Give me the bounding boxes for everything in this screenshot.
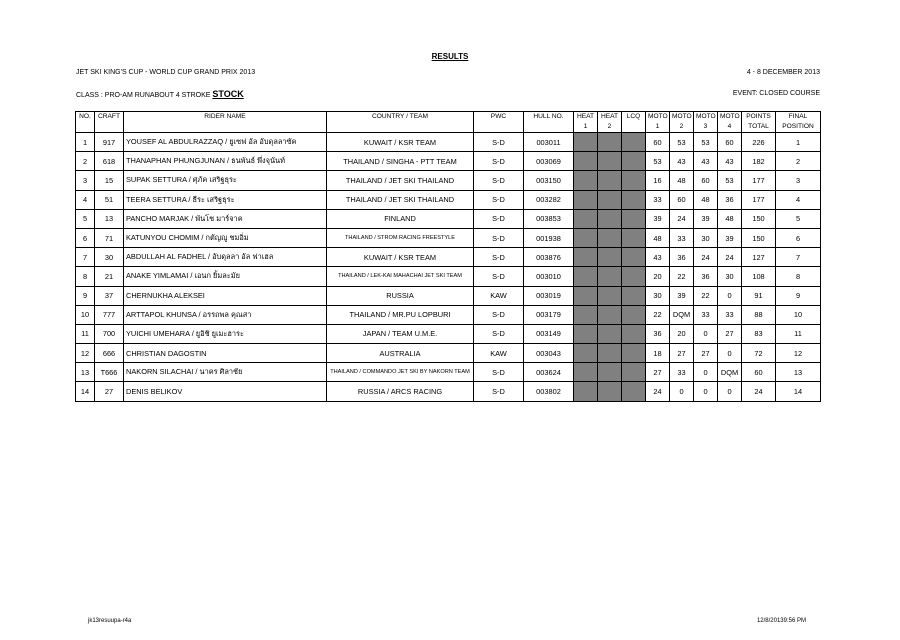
row-moto-1: 20: [646, 267, 670, 286]
row-moto-1: 22: [646, 305, 670, 324]
row-total: 226: [742, 133, 776, 152]
row-lcq: [622, 344, 646, 363]
row-heat-2: [598, 248, 622, 267]
class-prefix: CLASS : PRO-AM RUNABOUT 4 STROKE: [76, 92, 211, 99]
class-stock: STOCK: [212, 89, 244, 99]
row-moto-3: 27: [694, 344, 718, 363]
row-moto-2: DQM: [670, 305, 694, 324]
row-moto-2: 33: [670, 363, 694, 382]
row-moto-2: 20: [670, 324, 694, 343]
row-lcq: [622, 363, 646, 382]
row-moto-3: 53: [694, 133, 718, 152]
row-position: 14: [776, 382, 821, 401]
row-heat-1: [574, 209, 598, 228]
row-rider: ANAKE YIMLAMAI / เอนก ยิ้มละมัย: [124, 267, 327, 286]
header-moto-1: MOTO: [646, 112, 670, 123]
row-craft: 30: [95, 248, 124, 267]
table-row: [76, 344, 821, 363]
header-points: POINTS: [742, 112, 776, 123]
row-no: 1: [76, 133, 95, 152]
table-row: [76, 305, 821, 324]
row-moto-1: 33: [646, 190, 670, 209]
header-blank: [95, 122, 124, 133]
row-team: JAPAN / TEAM U.M.E.: [327, 324, 474, 343]
header-moto-4-num: 4: [718, 122, 742, 133]
row-pwc: S-D: [474, 190, 524, 209]
row-heat-2: [598, 228, 622, 247]
row-total: 24: [742, 382, 776, 401]
row-moto-3: 39: [694, 209, 718, 228]
row-no: 9: [76, 286, 95, 305]
row-heat-2: [598, 305, 622, 324]
row-rider: CHERNUKHA ALEKSEI: [124, 286, 327, 305]
row-lcq: [622, 382, 646, 401]
row-moto-4: 24: [718, 248, 742, 267]
row-heat-1: [574, 190, 598, 209]
table-row: [76, 228, 821, 247]
row-moto-4: DQM: [718, 363, 742, 382]
row-moto-2: 53: [670, 133, 694, 152]
row-lcq: [622, 324, 646, 343]
row-moto-2: 36: [670, 248, 694, 267]
row-position: 2: [776, 152, 821, 171]
row-rider: NAKORN SILACHAI / นาคร ศิลาชัย: [124, 363, 327, 382]
row-lcq: [622, 133, 646, 152]
header-moto-2-num: 2: [670, 122, 694, 133]
row-craft: 700: [95, 324, 124, 343]
row-pwc: S-D: [474, 382, 524, 401]
row-pwc: KAW: [474, 286, 524, 305]
row-craft: 51: [95, 190, 124, 209]
header-rider: RIDER NAME: [124, 112, 327, 123]
row-no: 3: [76, 171, 95, 190]
table-row: [76, 324, 821, 343]
row-moto-3: 43: [694, 152, 718, 171]
event-name: JET SKI KING'S CUP - WORLD CUP GRAND PRIX 2013: [76, 69, 256, 76]
row-lcq: [622, 248, 646, 267]
row-moto-4: 36: [718, 190, 742, 209]
row-team: THAILAND / COMMANDO JET SKI BY NAKORN TEAM: [327, 363, 474, 382]
row-moto-4: 30: [718, 267, 742, 286]
row-moto-1: 48: [646, 228, 670, 247]
row-heat-1: [574, 286, 598, 305]
row-position: 6: [776, 228, 821, 247]
table-row: [76, 286, 821, 305]
row-no: 2: [76, 152, 95, 171]
row-lcq: [622, 190, 646, 209]
header-pwc: PWC: [474, 112, 524, 123]
row-total: 88: [742, 305, 776, 324]
row-position: 4: [776, 190, 821, 209]
row-no: 12: [76, 344, 95, 363]
header-blank: [76, 122, 95, 133]
row-moto-4: 39: [718, 228, 742, 247]
row-moto-3: 30: [694, 228, 718, 247]
row-pwc: S-D: [474, 171, 524, 190]
row-rider: ABDULLAH AL FADHEL / อับดุลลา อัล ฟาเฮล: [124, 248, 327, 267]
row-hull: 003010: [524, 267, 574, 286]
row-rider: YOUSEF AL ABDULRAZZAQ / ยูเซฟ อัล อับดุลลาซัค: [124, 133, 327, 152]
footer-filename: jk13resuupa-r4a: [88, 618, 132, 624]
table-row: [76, 190, 821, 209]
row-heat-1: [574, 344, 598, 363]
row-total: 72: [742, 344, 776, 363]
row-moto-2: 43: [670, 152, 694, 171]
row-heat-1: [574, 171, 598, 190]
row-heat-2: [598, 209, 622, 228]
row-no: 13: [76, 363, 95, 382]
row-no: 4: [76, 190, 95, 209]
header-moto-3: MOTO: [694, 112, 718, 123]
row-moto-4: 27: [718, 324, 742, 343]
table-row: [76, 248, 821, 267]
header-moto-3-num: 3: [694, 122, 718, 133]
header-hull: HULL NO.: [524, 112, 574, 123]
row-position: 3: [776, 171, 821, 190]
class-label: [76, 89, 244, 99]
row-hull: 003876: [524, 248, 574, 267]
header-blank: [474, 122, 524, 133]
table-row: [76, 382, 821, 401]
row-moto-2: 24: [670, 209, 694, 228]
row-total: 177: [742, 190, 776, 209]
row-lcq: [622, 305, 646, 324]
row-no: 7: [76, 248, 95, 267]
footer-timestamp: 12/8/20139:56 PM: [756, 618, 806, 624]
row-moto-3: 0: [694, 363, 718, 382]
row-team: THAILAND / MR.PU LOPBURI: [327, 305, 474, 324]
header-heat-1: HEAT: [574, 112, 598, 123]
row-rider: KATUNYOU CHOMIM / กตัญญู ชมอิ่ม: [124, 228, 327, 247]
row-team: FINLAND: [327, 209, 474, 228]
row-hull: 001938: [524, 228, 574, 247]
header-lcq: LCQ: [622, 112, 646, 123]
row-moto-3: 48: [694, 190, 718, 209]
row-craft: 27: [95, 382, 124, 401]
row-position: 10: [776, 305, 821, 324]
row-moto-2: 60: [670, 190, 694, 209]
row-heat-1: [574, 305, 598, 324]
row-hull: 003149: [524, 324, 574, 343]
row-total: 60: [742, 363, 776, 382]
row-pwc: S-D: [474, 228, 524, 247]
header-country: COUNTRY / TEAM: [327, 112, 474, 123]
row-rider: TEERA SETTURA / ธีระ เสริฐธุระ: [124, 190, 327, 209]
row-lcq: [622, 171, 646, 190]
row-no: 6: [76, 228, 95, 247]
table-row: [76, 267, 821, 286]
row-total: 108: [742, 267, 776, 286]
row-moto-4: 0: [718, 344, 742, 363]
header-moto-1-num: 1: [646, 122, 670, 133]
row-position: 7: [776, 248, 821, 267]
row-team: THAILAND / SINGHA - PTT TEAM: [327, 152, 474, 171]
header-heat-1-num: 1: [574, 122, 598, 133]
row-total: 83: [742, 324, 776, 343]
header-blank: [524, 122, 574, 133]
row-rider: DENIS BELIKOV: [124, 382, 327, 401]
header-no: NO.: [76, 112, 95, 123]
row-position: 9: [776, 286, 821, 305]
row-moto-4: 60: [718, 133, 742, 152]
row-heat-1: [574, 248, 598, 267]
row-no: 8: [76, 267, 95, 286]
row-no: 5: [76, 209, 95, 228]
row-position: 1: [776, 133, 821, 152]
row-heat-2: [598, 324, 622, 343]
event-course: EVENT: CLOSED COURSE: [732, 90, 820, 97]
row-hull: 003011: [524, 133, 574, 152]
row-hull: 003853: [524, 209, 574, 228]
row-team: THAILAND / LEK-KAI MAHACHAI JET SKI TEAM: [327, 267, 474, 286]
row-rider: ARTTAPOL KHUNSA / อรรถพล คุณสา: [124, 305, 327, 324]
header-heat-2-num: 2: [598, 122, 622, 133]
row-moto-3: 33: [694, 305, 718, 324]
header-moto-4: MOTO: [718, 112, 742, 123]
header-blank: [124, 122, 327, 133]
row-moto-4: 53: [718, 171, 742, 190]
table-row: [76, 209, 821, 228]
row-moto-4: 0: [718, 286, 742, 305]
row-no: 10: [76, 305, 95, 324]
event-dates: 4 - 8 DECEMBER 2013: [746, 69, 820, 76]
row-hull: 003069: [524, 152, 574, 171]
row-team: THAILAND / JET SKI THAILAND: [327, 171, 474, 190]
row-position: 11: [776, 324, 821, 343]
row-moto-2: 0: [670, 382, 694, 401]
row-hull: 003282: [524, 190, 574, 209]
row-team: KUWAIT / KSR TEAM: [327, 133, 474, 152]
row-craft: T666: [95, 363, 124, 382]
row-moto-3: 24: [694, 248, 718, 267]
row-team: RUSSIA / ARCS RACING: [327, 382, 474, 401]
row-heat-2: [598, 152, 622, 171]
row-lcq: [622, 152, 646, 171]
row-hull: 003802: [524, 382, 574, 401]
row-lcq: [622, 286, 646, 305]
row-heat-1: [574, 133, 598, 152]
header-position: POSITION: [776, 122, 821, 133]
row-craft: 618: [95, 152, 124, 171]
row-rider: CHRISTIAN DAGOSTIN: [124, 344, 327, 363]
header-moto-2: MOTO: [670, 112, 694, 123]
row-lcq: [622, 228, 646, 247]
row-heat-1: [574, 324, 598, 343]
row-pwc: S-D: [474, 324, 524, 343]
row-moto-4: 33: [718, 305, 742, 324]
row-position: 13: [776, 363, 821, 382]
row-moto-1: 30: [646, 286, 670, 305]
row-lcq: [622, 267, 646, 286]
row-no: 14: [76, 382, 95, 401]
header-total: TOTAL: [742, 122, 776, 133]
table-row: [76, 171, 821, 190]
header-blank: [327, 122, 474, 133]
row-heat-2: [598, 344, 622, 363]
row-team: KUWAIT / KSR TEAM: [327, 248, 474, 267]
header-heat-2: HEAT: [598, 112, 622, 123]
row-moto-1: 36: [646, 324, 670, 343]
row-pwc: S-D: [474, 248, 524, 267]
row-heat-1: [574, 152, 598, 171]
header-blank: [622, 122, 646, 133]
row-craft: 15: [95, 171, 124, 190]
row-moto-2: 39: [670, 286, 694, 305]
results-table: [75, 111, 821, 402]
row-position: 8: [776, 267, 821, 286]
row-team: RUSSIA: [327, 286, 474, 305]
row-moto-1: 53: [646, 152, 670, 171]
row-craft: 777: [95, 305, 124, 324]
row-moto-4: 43: [718, 152, 742, 171]
row-moto-2: 22: [670, 267, 694, 286]
row-moto-1: 27: [646, 363, 670, 382]
row-position: 5: [776, 209, 821, 228]
row-heat-2: [598, 267, 622, 286]
row-rider: SUPAK SETTURA / ศุภัค เสริฐธุระ: [124, 171, 327, 190]
row-moto-3: 22: [694, 286, 718, 305]
row-moto-1: 16: [646, 171, 670, 190]
row-rider: YUICHI UMEHARA / ยูอิชิ ยูเมะฮาระ: [124, 324, 327, 343]
row-team: THAILAND / JET SKI THAILAND: [327, 190, 474, 209]
row-rider: PANCHO MARJAK / พันโช มาร์จาค: [124, 209, 327, 228]
row-total: 150: [742, 228, 776, 247]
row-heat-1: [574, 382, 598, 401]
row-moto-4: 48: [718, 209, 742, 228]
row-pwc: S-D: [474, 305, 524, 324]
row-pwc: S-D: [474, 152, 524, 171]
row-moto-4: 0: [718, 382, 742, 401]
row-hull: 003179: [524, 305, 574, 324]
table-row: [76, 133, 821, 152]
row-team: THAILAND / STROM RACING FREESTYLE: [327, 228, 474, 247]
row-hull: 003624: [524, 363, 574, 382]
row-moto-2: 33: [670, 228, 694, 247]
row-craft: 71: [95, 228, 124, 247]
row-heat-2: [598, 382, 622, 401]
row-total: 177: [742, 171, 776, 190]
row-craft: 37: [95, 286, 124, 305]
row-total: 182: [742, 152, 776, 171]
row-moto-3: 36: [694, 267, 718, 286]
row-moto-1: 24: [646, 382, 670, 401]
header-final: FINAL: [776, 112, 821, 123]
row-total: 150: [742, 209, 776, 228]
row-heat-1: [574, 363, 598, 382]
row-moto-3: 0: [694, 382, 718, 401]
row-moto-2: 48: [670, 171, 694, 190]
row-heat-1: [574, 267, 598, 286]
row-heat-2: [598, 133, 622, 152]
row-total: 127: [742, 248, 776, 267]
page-title: RESULTS: [431, 52, 469, 61]
table-row: [76, 363, 821, 382]
table-row: [76, 152, 821, 171]
row-no: 11: [76, 324, 95, 343]
row-hull: 003150: [524, 171, 574, 190]
row-pwc: S-D: [474, 267, 524, 286]
row-lcq: [622, 209, 646, 228]
row-pwc: S-D: [474, 209, 524, 228]
row-hull: 003043: [524, 344, 574, 363]
row-moto-3: 0: [694, 324, 718, 343]
row-heat-2: [598, 363, 622, 382]
row-craft: 917: [95, 133, 124, 152]
row-pwc: S-D: [474, 133, 524, 152]
row-heat-1: [574, 228, 598, 247]
row-heat-2: [598, 171, 622, 190]
row-pwc: KAW: [474, 344, 524, 363]
row-moto-1: 60: [646, 133, 670, 152]
row-moto-2: 27: [670, 344, 694, 363]
row-pwc: S-D: [474, 363, 524, 382]
row-craft: 666: [95, 344, 124, 363]
row-craft: 13: [95, 209, 124, 228]
row-rider: THANAPHAN PHUNGJUNAN / ธนพันธ์ พึ่งจุนันท์: [124, 152, 327, 171]
row-moto-1: 43: [646, 248, 670, 267]
row-moto-1: 39: [646, 209, 670, 228]
row-heat-2: [598, 286, 622, 305]
row-position: 12: [776, 344, 821, 363]
row-total: 91: [742, 286, 776, 305]
results-body: [76, 133, 821, 402]
row-moto-3: 60: [694, 171, 718, 190]
row-hull: 003019: [524, 286, 574, 305]
row-team: AUSTRALIA: [327, 344, 474, 363]
row-moto-1: 18: [646, 344, 670, 363]
row-heat-2: [598, 190, 622, 209]
header-craft: CRAFT: [95, 112, 124, 123]
row-craft: 21: [95, 267, 124, 286]
